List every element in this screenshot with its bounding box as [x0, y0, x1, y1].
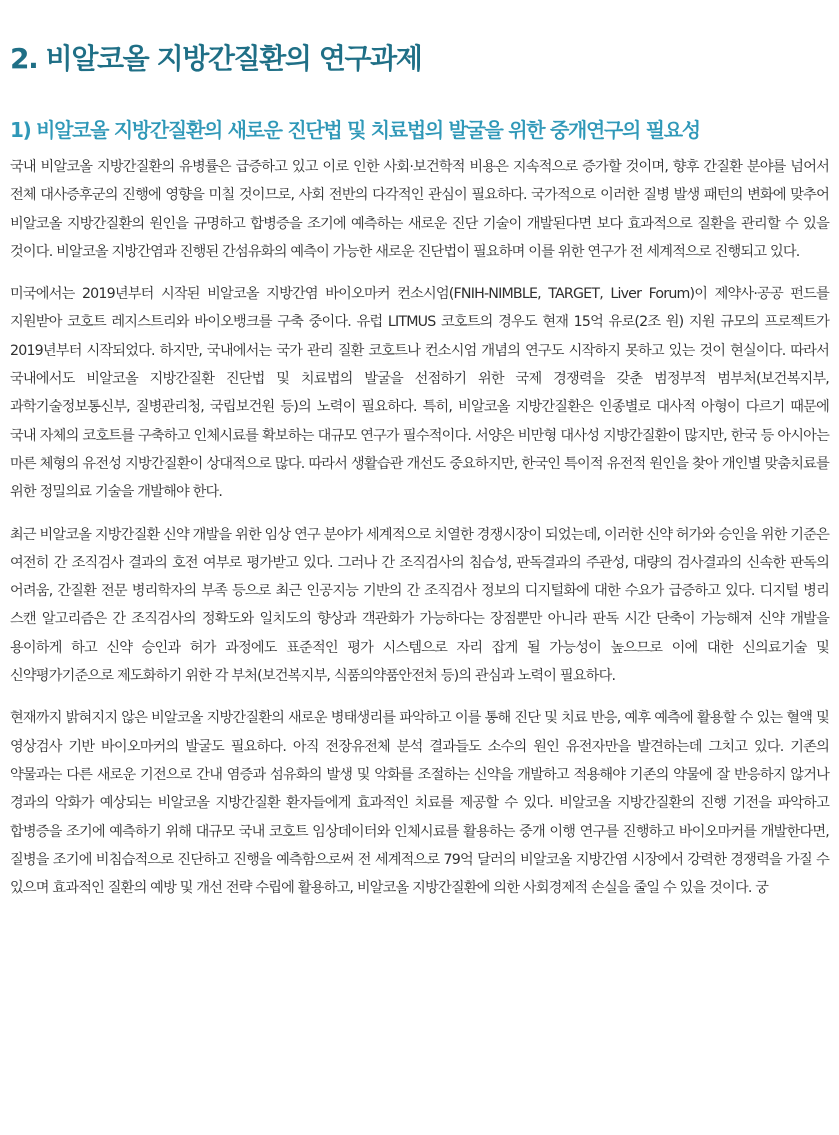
- section-title: 2. 비알코올 지방간질환의 연구과제: [10, 42, 422, 75]
- body-paragraph-3: 최근 비알코올 지방간질환 신약 개발을 위한 임상 연구 분야가 세계적으로 치열한 경쟁시장이 되었는데, 이러한 신약 허가와 승인을 위한 기준은 여전히 간 조직검사 결과의 호전 여부로 평가받고 있다. 그러나 간 조직검사의 침습성, 판독결과의 주관성, 대량의 검사결과의 신속한 판독의 어려움, 간질환 전문 병리학자의 부족 등으로 최근 인공지능 기반의 간 조직검사 정보의 디지털화에 대한 수요가 급증하고 있다. 디지털 병리 스캔 알고리즘은 간 조직검사의 정확도와 일치도의 향상과 객관화가 가능하다는 장점뿐만 아니라 판독 시간 단축이 가능해져 신약 개발을 용이하게 하고 신약 승인과 허가 과정에도 표준적인 평가 시스템으로 자리 잡게 될 가능성이 높으므로 이에 대한 신의료기술 및 신약평가기준으로 제도화하기 위한 각 부처(보건복지부, 식품의약품안전처 등)의 관심과 노력이 필요하다.: [10, 526, 829, 685]
- body-paragraph-4: 현재까지 밝혀지지 않은 비알코올 지방간질환의 새로운 병태생리를 파악하고 이를 통해 진단 및 치료 반응, 예후 예측에 활용할 수 있는 혈액 및 영상검사 기반 바이오마커의 발굴도 필요하다. 아직 전장유전체 분석 결과들도 소수의 원인 유전자만을 발견하는데 그치고 있다. 기존의 약물과는 다른 새로운 기전으로 간내 염증과 섬유화의 발생 및 악화를 조절하는 신약을 개발하고 적용해야 기존의 약물에 잘 반응하지 않거나 경과의 악화가 예상되는 비알코올 지방간질환 환자들에게 효과적인 치료를 제공할 수 있다. 비알코올 지방간질환의 진행 기전을 파악하고 합병증을 조기에 예측하기 위해 대규모 국내 코호트 임상데이터와 인체시료를 활용하는 중개 이행 연구를 진행하고 바이오마커를 개발한다면, 질병을 조기에 비침습적으로 진단하고 진행을 예측함으로써 전 세계적으로 79억 달러의 비알코올 지방간염 시장에서 강력한 경쟁력을 가질 수 있으며 효과적인 질환의 예방 및 개선 전략 수립에 활용하고, 비알코올 지방간질환에 의한 사회경제적 손실을 줄일 수 있을 것이다. 궁: [10, 710, 829, 897]
- section-subtitle: 1) 비알코올 지방간질환의 새로운 진단법 및 치료법의 발굴을 위한 중개연구의 필요성: [10, 118, 700, 142]
- body-paragraph-2: 미국에서는 2019년부터 시작된 비알코올 지방간염 바이오마커 컨소시엄(FNIH-NIMBLE, TARGET, Liver Forum)이 제약사·공공 펀드를 지원받아 코호트 레지스트리와 바이오뱅크를 구축 중이다. 유럽 LITMUS 코호트의 경우도 현재 15억 유로(2조 원) 지원 규모의 프로젝트가 2019년부터 시작되었다. 하지만, 국내에서는 국가 관리 질환 코호트나 컨소시엄 개념의 연구도 시작하지 못하고 있는 것이 현실이다. 따라서 국내에서도 비알코올 지방간질환 진단법 및 치료법의 발굴을 선점하기 위한 국제 경쟁력을 갖춘 범정부적 범부처(보건복지부, 과학기술정보통신부, 질병관리청, 국립보건원 등)의 노력이 필요하다. 특히, 비알코올 지방간질환은 인종별로 대사적 아형이 다르기 때문에 국내 자체의 코호트를 구축하고 인체시료를 확보하는 대규모 연구가 필수적이다. 서양은 비만형 대사성 지방간질환이 많지만, 한국 등 아시아는 마른 체형의 유전성 지방간질환이 상대적으로 많다. 따라서 생활습관 개선도 중요하지만, 한국인 특이적 유전적 원인을 찾아 개인별 맞춤치료를 위한 정밀의료 기술을 개발해야 한다.: [10, 286, 829, 501]
- body-paragraph-1: 국내 비알코올 지방간질환의 유병률은 급증하고 있고 이로 인한 사회·보건학적 비용은 지속적으로 증가할 것이며, 향후 간질환 분야를 넘어서 전체 대사증후군의 진행에 영향을 미칠 것이므로, 사회 전반의 다각적인 관심이 필요하다. 국가적으로 이러한 질병 발생 패턴의 변화에 맞추어 비알코올 지방간질환의 원인을 규명하고 합병증을 조기에 예측하는 새로운 진단 기술이 개발된다면 보다 효과적으로 질환을 관리할 수 있을 것이다. 비알코올 지방간염과 진행된 간섬유화의 예측이 가능한 새로운 진단법이 필요하며 이를 위한 연구가 전 세계적으로 진행되고 있다.: [10, 159, 829, 260]
